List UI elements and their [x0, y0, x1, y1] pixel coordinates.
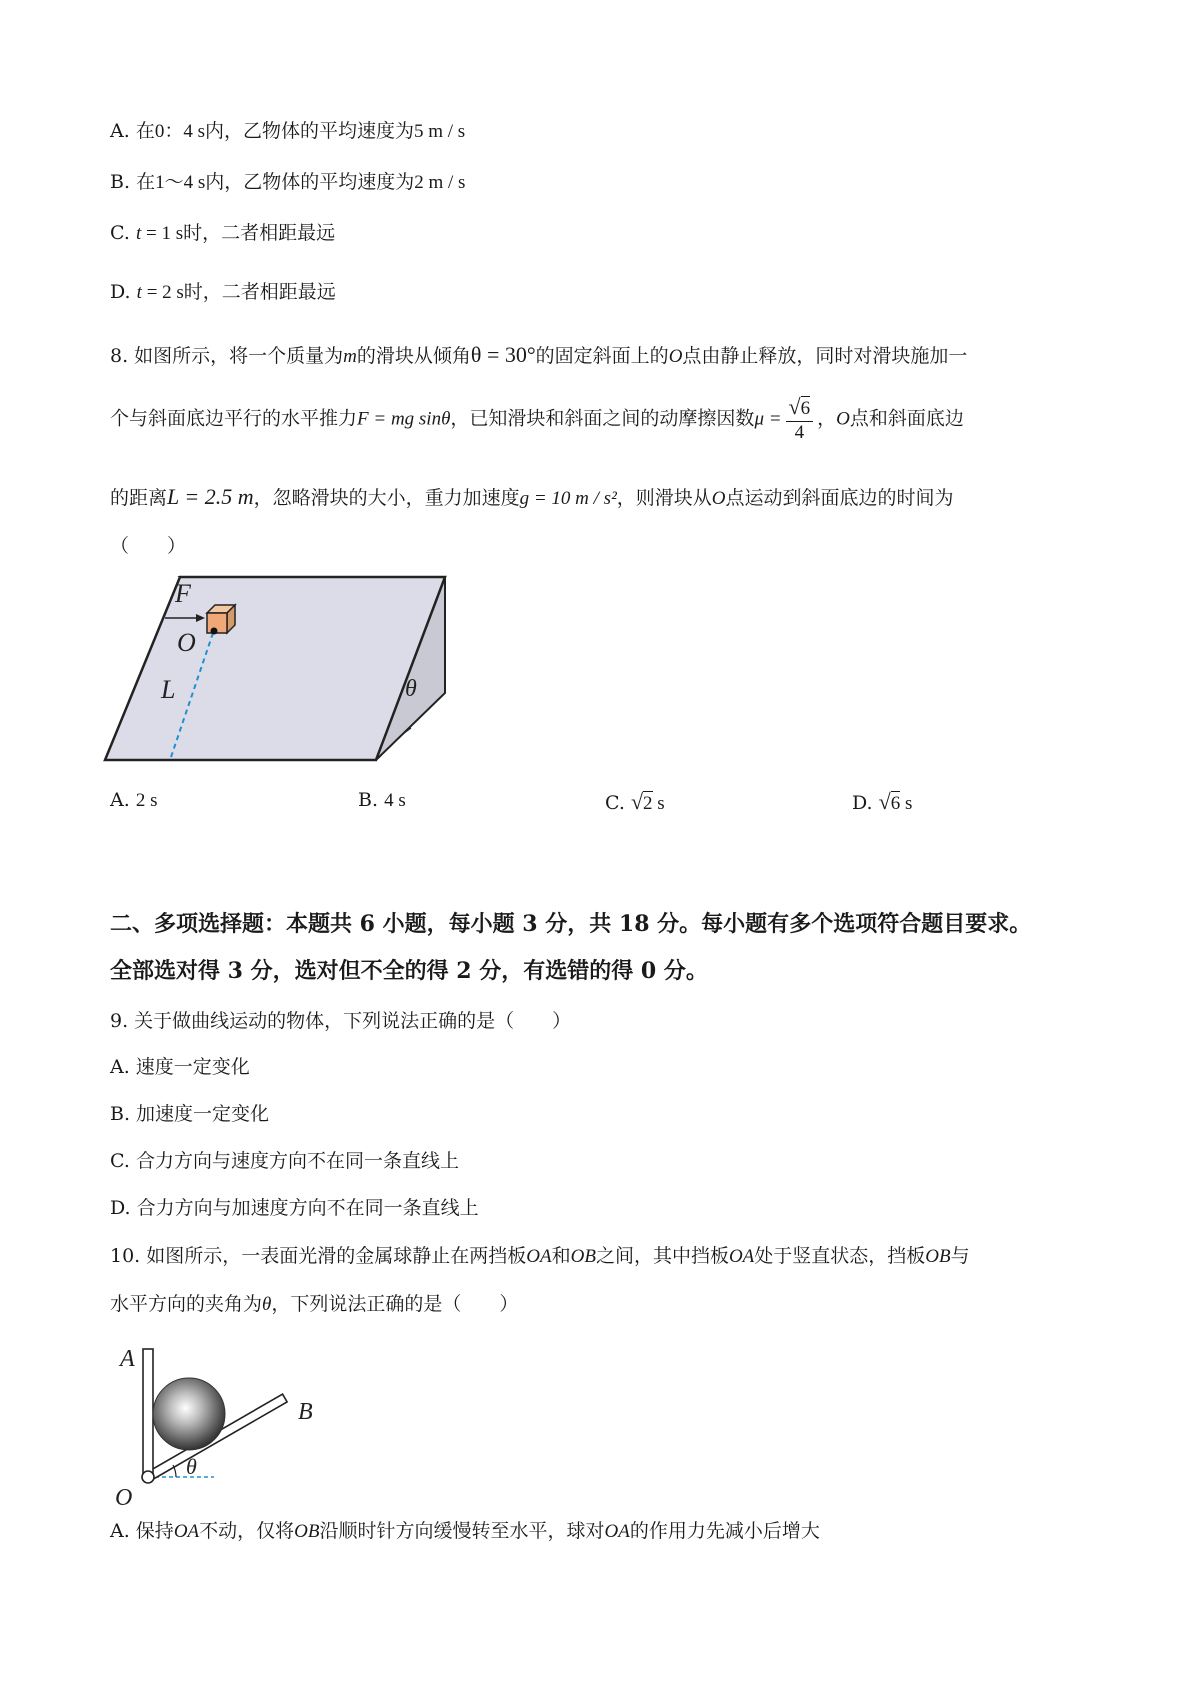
- hinge-O: [142, 1471, 154, 1483]
- q7-option-b: B. 在1～4 s内，乙物体的平均速度为2 m / s: [110, 171, 466, 193]
- q7-option-d: D. t = 2 s时，二者相距最远: [110, 281, 336, 303]
- label-theta: θ: [405, 676, 417, 702]
- label-O: O: [115, 1485, 133, 1510]
- q8-option-b: B. 4 s: [358, 789, 406, 811]
- label-F: F: [175, 579, 191, 608]
- board-OA: [143, 1349, 153, 1477]
- mu-fraction: $\frac{√6}{4}$: [786, 394, 814, 445]
- q10-stem-line1: 10. 如图所示，一表面光滑的金属球静止在两挡板OA和OB之间，其中挡板OA处于竖直状态，挡板OB与: [110, 1245, 970, 1267]
- q9-option-a: A. 速度一定变化: [110, 1056, 250, 1078]
- q8-option-a: A. 2 s: [110, 789, 158, 811]
- q8-option-d: D. √6 s: [852, 789, 913, 814]
- section2-heading-line1: 二、多项选择题：本题共 6 小题，每小题 3 分，共 18 分。每小题有多个选项符合题目要求。: [110, 911, 1032, 937]
- q8-stem-line1: 8. 如图所示，将一个质量为m的滑块从倾角θ = 30°的固定斜面上的O点由静止释放，同时对滑块施加一: [110, 342, 968, 367]
- q8-option-c: C. √2 s: [605, 789, 665, 814]
- label-L: L: [161, 675, 176, 704]
- q8-stem-line2: 个与斜面底边平行的水平推力F = mg sinθ，已知滑块和斜面之间的动摩擦因数μ = $\frac{√6}{4}$ ，O点和斜面底边: [110, 394, 964, 443]
- q9-option-d: D. 合力方向与加速度方向不在同一条直线上: [110, 1197, 479, 1219]
- label-theta: θ: [186, 1454, 197, 1479]
- label-A: A: [120, 1346, 135, 1372]
- label-B: B: [298, 1399, 313, 1425]
- q10-stem-line2: 水平方向的夹角为θ，下列说法正确的是（ ）: [110, 1293, 519, 1315]
- q9-option-b: B. 加速度一定变化: [110, 1103, 270, 1125]
- point-O: [211, 628, 218, 635]
- q8-stem-line3: 的距离L = 2.5 m，忽略滑块的大小，重力加速度g = 10 m / s²，则滑块从O点运动到斜面底边的时间为: [110, 484, 954, 509]
- ball-boards-figure: [110, 1335, 340, 1510]
- q9-stem: 9. 关于做曲线运动的物体，下列说法正确的是（ ）: [110, 1010, 572, 1032]
- section2-heading-line2: 全部选对得 3 分，选对但不全的得 2 分，有选错的得 0 分。: [110, 958, 708, 984]
- q8-answer-paren: （ ）: [110, 535, 187, 557]
- q7-option-a: A. 在0：4 s内，乙物体的平均速度为5 m / s: [110, 120, 466, 142]
- metal-ball: [153, 1378, 225, 1450]
- label-O: O: [177, 628, 196, 657]
- q10-option-a: A. 保持OA不动，仅将OB沿顺时针方向缓慢转至水平，球对OA的作用力先减小后增大: [110, 1520, 820, 1542]
- incline-figure: [95, 565, 475, 775]
- q9-option-c: C. 合力方向与速度方向不在同一条直线上: [110, 1150, 459, 1172]
- q7-option-c: C. t = 1 s时，二者相距最远: [110, 222, 336, 244]
